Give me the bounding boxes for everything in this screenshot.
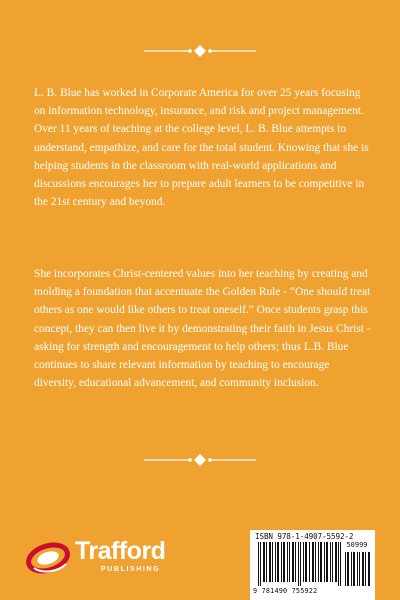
barcode-addon-number: 50999	[346, 541, 368, 549]
barcode-bars	[258, 542, 342, 586]
isbn-text: ISBN 978-1-4907-5592-2	[255, 532, 354, 541]
bottom-ornament	[0, 453, 400, 467]
publisher-logo	[26, 534, 201, 580]
isbn-barcode	[250, 530, 375, 600]
publisher-name: Trafford	[75, 537, 166, 565]
barcode-addon-bars	[345, 552, 371, 586]
top-ornament	[0, 44, 400, 58]
trafford-swirl-icon	[26, 534, 74, 578]
publisher-tagline: PUBLISHING	[101, 566, 161, 573]
bio-paragraph-2: She incorporates Christ-centered values into her teaching by creating and molding a foundation that accentuate the Golden Rule - “One should treat others as one would like others to treat oneself.” Once students grasp this concept, they can then live it by demonstrating their faith in Jesus Christ - asking for strength and encouragement to help others; thus L.B. Blue continues to share relevant information by teaching to encourage diversity, educational advancement, and community inclusion.	[34, 268, 371, 390]
barcode-digits: 9 781490 755922	[253, 587, 318, 595]
bio-paragraph-1: L. B. Blue has worked in Corporate America for over 25 years focusing on information technology, insurance, and risk and project management. Over 11 years of teaching at the college level, L. B. Blue attempts to understand, empathize, and care for the total student. Knowing that she is helping students in the classroom with real-world applications and discussions encourages her to prepare adult learners to be competitive in the 21st century and beyond.	[34, 87, 369, 209]
